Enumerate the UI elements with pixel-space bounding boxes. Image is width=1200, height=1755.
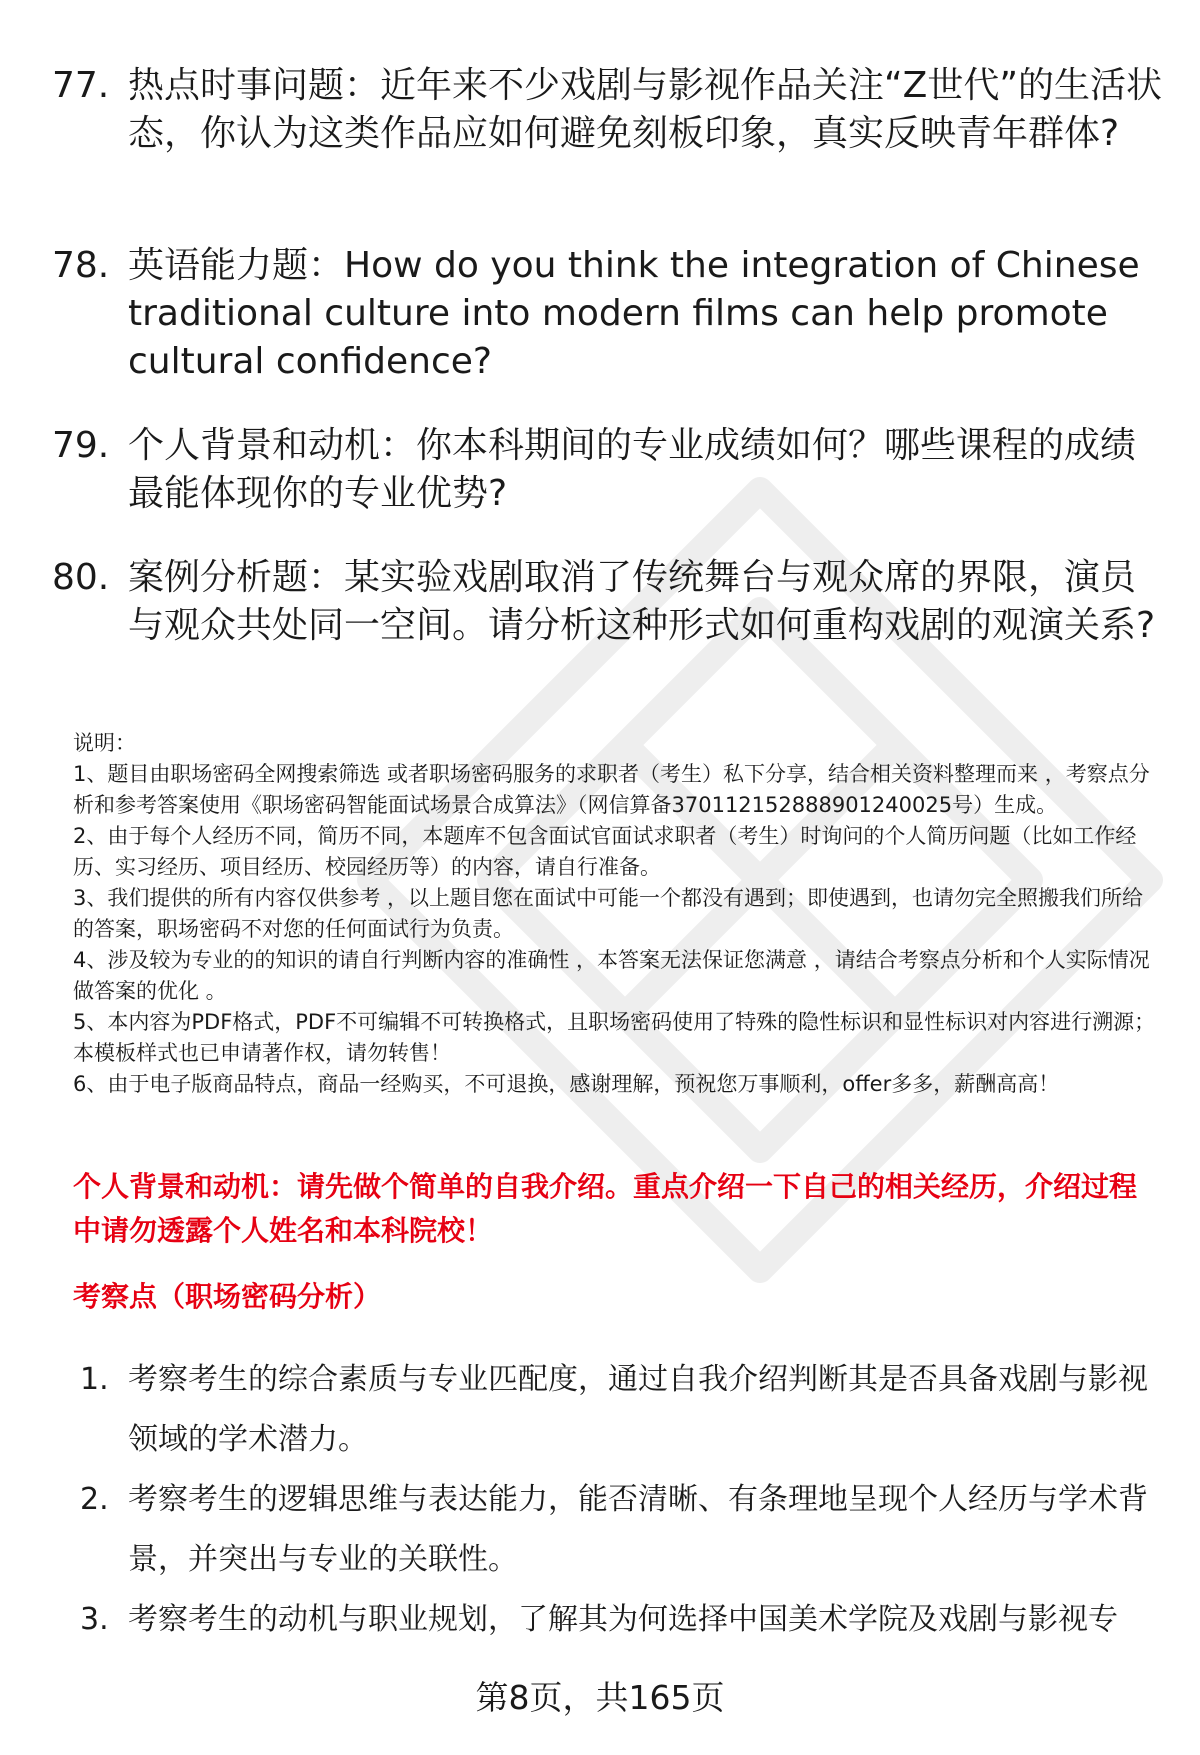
list-item: [80, 1350, 1160, 1470]
question-78: [52, 242, 1162, 386]
analysis-heading: 考察点（职场密码分析）: [73, 1280, 382, 1313]
analysis-points: [80, 1350, 1160, 1650]
point-number: 1.: [80, 1362, 109, 1397]
point-number: 2.: [80, 1482, 109, 1517]
point-text: 考察考生的综合素质与专业匹配度，通过自我介绍判断其是否具备戏剧与影视领域的学术潜力。: [128, 1362, 1148, 1457]
page-footer: 第8页，共165页: [475, 1678, 725, 1717]
question-text: 个人背景和动机：你本科期间的专业成绩如何？哪些课程的成绩最能体现你的专业优势?: [128, 425, 1137, 514]
point-text: 考察考生的逻辑思维与表达能力，能否清晰、有条理地呈现个人经历与学术背景，并突出与专业的关联性。: [128, 1482, 1148, 1577]
question-text: 热点时事问题：近年来不少戏剧与影视作品关注“Z世代”的生活状态，你认为这类作品应如何避免刻板印象，真实反映青年群体?: [128, 65, 1162, 154]
question-number: 80.: [52, 557, 110, 598]
point-number: 3.: [80, 1602, 109, 1637]
note-item: 5、本内容为PDF格式，PDF不可编辑不可转换格式，且职场密码使用了特殊的隐性标识和显性标识对内容进行溯源；本模板样式也已申请著作权，请勿转售！: [73, 1010, 1156, 1065]
question-number: 78.: [52, 245, 110, 286]
list-item: [80, 1590, 1160, 1650]
note-item: 6、由于电子版商品特点，商品一经购买，不可退换，感谢理解，预祝您万事顺利，offer多多，薪酬高高！: [73, 1072, 1060, 1096]
question-80: [52, 554, 1162, 650]
notes-heading: 说明：: [73, 731, 136, 755]
note-item: 3、我们提供的所有内容仅供参考 ，以上题目您在面试中可能一个都没有遇到；即使遇到，也请勿完全照搬我们所给的答案，职场密码不对您的任何面试行为负责。: [73, 886, 1144, 941]
note-item: 4、涉及较为专业的的知识的请自行判断内容的准确性 ，本答案无法保证您满意 ，请结合考察点分析和个人实际情况做答案的优化 。: [73, 948, 1150, 1003]
question-79: [52, 422, 1162, 518]
highlight-question: 个人背景和动机：请先做个简单的自我介绍。重点介绍一下自己的相关经历，介绍过程中请勿透露个人姓名和本科院校！: [73, 1170, 1138, 1247]
note-item: 1、题目由职场密码全网搜索筛选 或者职场密码服务的求职者（考生）私下分享，结合相关资料整理而来 ，考察点分析和参考答案使用《职场密码智能面试场景合成算法》（网信算备370112152888901240025号）生成。: [73, 762, 1150, 817]
question-number: 79.: [52, 425, 110, 466]
question-text: 案例分析题：某实验戏剧取消了传统舞台与观众席的界限，演员与观众共处同一空间。请分析这种形式如何重构戏剧的观演关系?: [128, 557, 1156, 646]
disclaimer-notes: [73, 728, 1163, 1100]
point-text: 考察考生的动机与职业规划，了解其为何选择中国美术学院及戏剧与影视专: [128, 1602, 1118, 1637]
note-item: 2、由于每个人经历不同，简历不同，本题库不包含面试官面试求职者（考生）时询问的个人简历问题（比如工作经历、实习经历、项目经历、校园经历等）的内容，请自行准备。: [73, 824, 1137, 879]
question-text: 英语能力题：How do you think the integration of Chinese traditional culture into modern films can help promote cultural confidence?: [128, 245, 1140, 382]
list-item: [80, 1470, 1160, 1590]
question-77: [52, 62, 1162, 158]
question-number: 77.: [52, 65, 110, 106]
